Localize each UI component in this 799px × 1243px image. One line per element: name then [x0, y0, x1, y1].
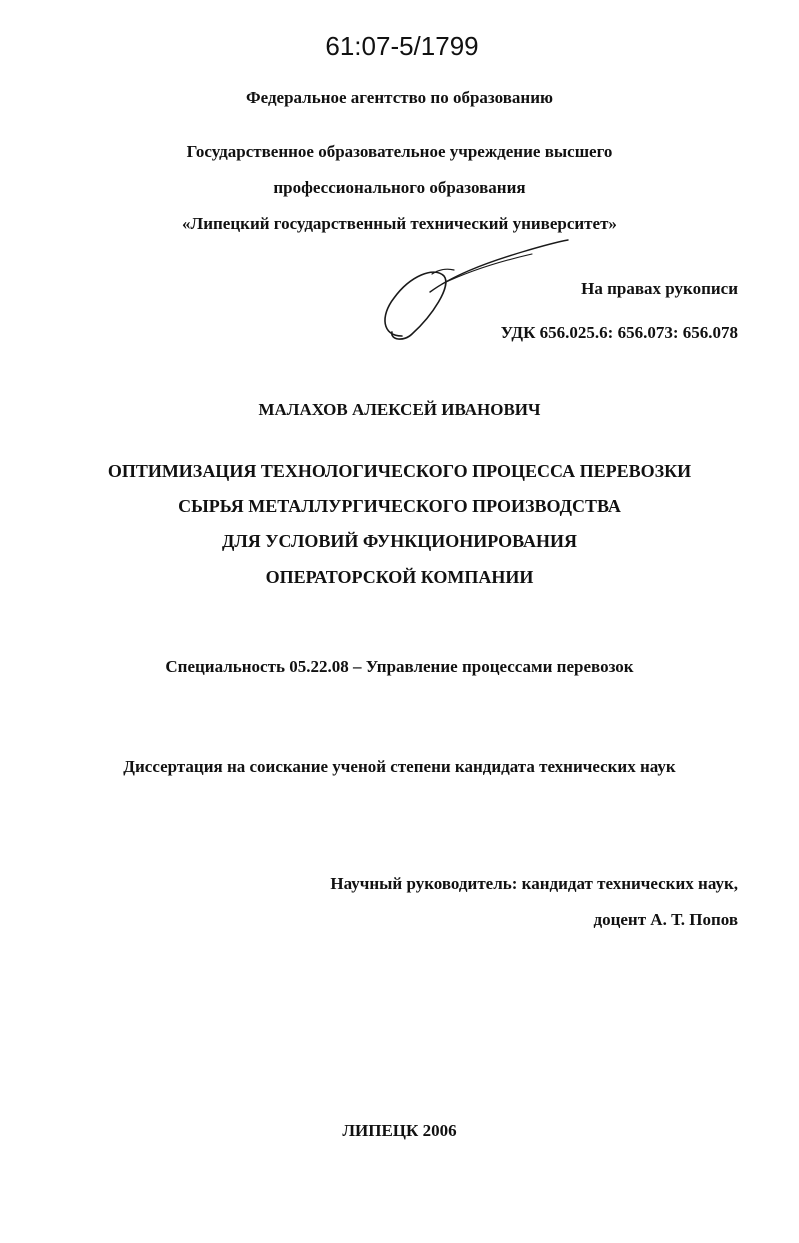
city-year: ЛИПЕЦК 2006 — [342, 1121, 457, 1140]
dissertation-type: Диссертация на соискание ученой степени кандидата технических наук — [123, 757, 676, 776]
manuscript-rights: На правах рукописи — [581, 279, 738, 298]
registration-number: 61:07-5/1799 — [325, 31, 479, 61]
title-line-4: ОПЕРАТОРСКОЙ КОМПАНИИ — [265, 567, 534, 587]
udc-code: УДК 656.025.6: 656.073: 656.078 — [500, 323, 738, 342]
specialty: Специальность 05.22.08 – Управление процессами перевозок — [165, 657, 634, 676]
title-line-3: ДЛЯ УСЛОВИЙ ФУНКЦИОНИРОВАНИЯ — [221, 531, 578, 551]
agency-name: Федеральное агентство по образованию — [246, 88, 553, 107]
institution-line-1: Государственное образовательное учреждение высшего — [186, 142, 613, 161]
supervisor-line-2: доцент А. Т. Попов — [593, 910, 738, 929]
author-name: МАЛАХОВ АЛЕКСЕЙ ИВАНОВИЧ — [258, 400, 541, 419]
title-line-2: СЫРЬЯ МЕТАЛЛУРГИЧЕСКОГО ПРОИЗВОДСТВА — [178, 496, 621, 516]
institution-line-2: профессионального образования — [273, 178, 526, 197]
institution-line-3: «Липецкий государственный технический университет» — [182, 214, 617, 233]
title-line-1: ОПТИМИЗАЦИЯ ТЕХНОЛОГИЧЕСКОГО ПРОЦЕССА ПЕРЕВОЗКИ — [107, 461, 692, 481]
supervisor-line-1: Научный руководитель: кандидат технических наук, — [330, 874, 738, 893]
